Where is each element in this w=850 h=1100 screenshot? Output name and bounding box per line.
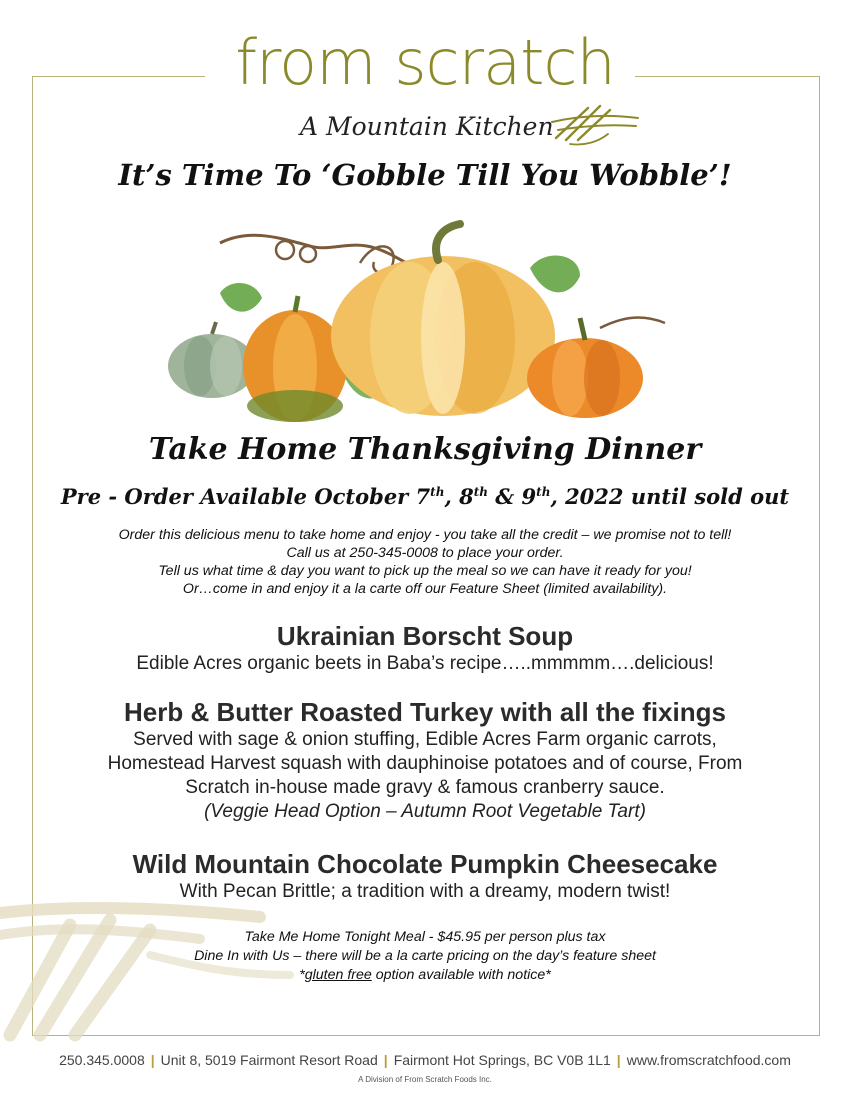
intro-line: Call us at 250-345-0008 to place your order. [286, 545, 564, 561]
menu-item-description: Homestead Harvest squash with dauphinoise potatoes and of course, From [107, 753, 743, 774]
contact-city: Fairmont Hot Springs, BC V0B 1L1 [393, 1052, 611, 1068]
intro-text [40, 526, 810, 598]
note-part: * [299, 967, 305, 983]
contact-address: Unit 8, 5019 Fairmont Resort Road [160, 1052, 378, 1068]
pricing-line: Dine In with Us – there will be a la carte pricing on the day’s feature sheet [194, 948, 656, 964]
menu-item-title: Herb & Butter Roasted Turkey with all the fixings [124, 697, 726, 727]
division-note: A Division of From Scratch Foods Inc. [358, 1075, 492, 1084]
dinner-title: Take Home Thanksgiving Dinner [148, 432, 702, 467]
intro-line: Or…come in and enjoy it a la carte off our Feature Sheet (limited availability). [182, 581, 668, 597]
menu-item-description: Edible Acres organic beets in Baba’s recipe…..mmmmm….delicious! [136, 653, 714, 674]
menu-item-description: With Pecan Brittle; a tradition with a dreamy, modern twist! [179, 881, 671, 902]
pricing-info [40, 928, 810, 985]
preorder-dates [0, 484, 850, 509]
menu-item-note: (Veggie Head Option – Autumn Root Vegetable Tart) [204, 801, 646, 822]
gluten-free-note [40, 966, 810, 985]
note-part: option available with notice* [371, 967, 551, 983]
pricing-line: Take Me Home Tonight Meal - $45.95 per person plus tax [244, 929, 606, 945]
brand-logo-text: from scratch [235, 26, 615, 99]
logo-scribble-icon [548, 100, 643, 150]
intro-line: Order this delicious menu to take home and enjoy - you take all the credit – we promise not to tell! [118, 527, 732, 543]
preorder-text-part: , 2022 until sold out [550, 484, 790, 509]
headline: It’s Time To ‘Gobble Till You Wobble’! [118, 158, 732, 192]
date-suffix: th [473, 485, 488, 499]
menu-item-title: Wild Mountain Chocolate Pumpkin Cheesecake [132, 849, 718, 879]
menu-item-soup [40, 620, 810, 676]
preorder-text-part: , 8 [444, 484, 474, 509]
contact-phone: 250.345.0008 [59, 1052, 145, 1068]
date-suffix: th [536, 485, 551, 499]
menu-item-description: Served with sage & onion stuffing, Edible Acres Farm organic carrots, [133, 729, 717, 750]
contact-website: www.fromscratchfood.com [626, 1052, 791, 1068]
preorder-text-part: & 9 [487, 484, 537, 509]
intro-line: Tell us what time & day you want to pick up the meal so we can have it ready for you! [158, 563, 692, 579]
date-suffix: th [430, 485, 445, 499]
preorder-text-part: Pre - Order Available October 7 [60, 484, 431, 509]
separator: | [616, 1052, 621, 1068]
contact-bar [0, 1052, 850, 1068]
brand-tagline: A Mountain Kitchen [300, 112, 554, 141]
separator: | [383, 1052, 388, 1068]
menu-item-description: Scratch in-house made gravy & famous cranberry sauce. [185, 777, 665, 798]
menu-item-turkey [40, 696, 810, 824]
pumpkins-illustration [160, 218, 680, 428]
note-underlined: gluten free [304, 967, 372, 983]
separator: | [150, 1052, 155, 1068]
menu-item-title: Ukrainian Borscht Soup [276, 621, 574, 651]
